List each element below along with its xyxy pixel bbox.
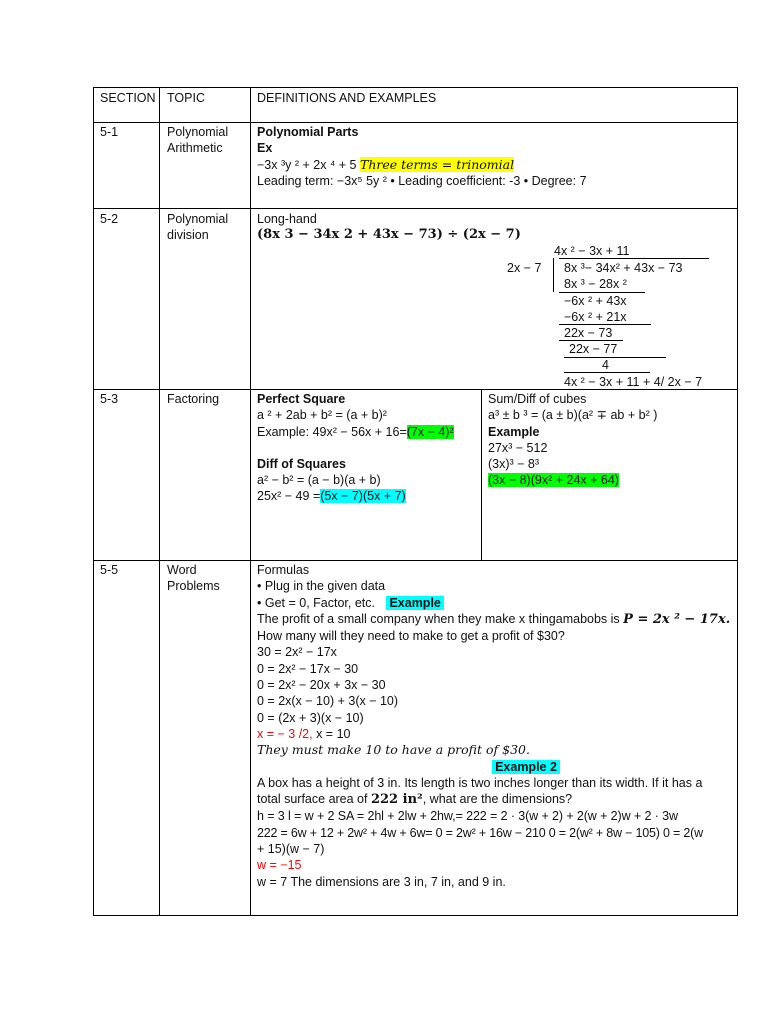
solution-step: 222 = 6w + 12 + 2w² + 4w + 6w= 0 = 2w² + 16w − 210 0 = 2(w² + 8w − 105) 0 = 2(w (257, 825, 703, 840)
row-divider (94, 208, 737, 209)
formulas-label: Formulas (257, 563, 310, 577)
example-1-label: Example (386, 596, 443, 610)
cubes-example-label: Example (488, 424, 540, 439)
ex-label: Ex (257, 141, 273, 156)
diff-of-squares-formula: a² − b² = (a − b)(a + b) (257, 473, 381, 488)
header-definitions: DEFINITIONS AND EXAMPLES (257, 91, 437, 105)
topic-word-problems (167, 562, 220, 595)
topic-line: Arithmetic (167, 141, 223, 156)
problem-2-text: A box has a height of 3 in. Its length is two inches longer than its width. If it has a (257, 775, 703, 790)
solution-step: 0 = (2x + 3)(x − 10) (257, 710, 364, 725)
topic-line: division (167, 228, 209, 243)
quotient: 4x ² − 3x + 11 (554, 244, 630, 258)
profit-formula: P = 2x ² − 17x. (623, 611, 731, 627)
rejected-solution: w = −15 (257, 858, 302, 873)
valid-solution: x = 10 (316, 726, 351, 741)
definitions-5-2 (257, 211, 521, 244)
cubes-example-line: 27x³ − 512 (488, 440, 548, 455)
diff-of-squares-title: Diff of Squares (257, 456, 346, 471)
problem-1-text: The profit of a small company when they make x thingamabobs is (257, 611, 620, 626)
rejected-solution: x = − 3 /2, (257, 726, 313, 741)
column-divider (159, 88, 160, 915)
row-divider (94, 560, 737, 561)
perfect-square-example: Example: 49x² − 56x + 16= (257, 424, 407, 439)
polynomial-expression: −3x ³y ² + 2x ⁴ + 5 (257, 157, 357, 172)
leading-term-info: Leading term: −3x⁵ 5y ² • Leading coefficient: -3 • Degree: 7 (257, 173, 587, 188)
solution-step: h = 3 l = w + 2 SA = 2hl + 2lw + 2hw,= 222 = 2 · 3(w + 2) + 2(w + 2)w + 2 · 3w (257, 809, 678, 824)
cubes-answer: (3x − 8)(9x² + 24x + 64) (488, 473, 619, 488)
remainder: 4 (602, 358, 609, 372)
solution-step: + 15)(w − 7) (257, 842, 325, 857)
solution-step: 0 = 2x(x − 10) + 3(x − 10) (257, 694, 399, 709)
bullet-item: • Get = 0, Factor, etc. (257, 595, 375, 610)
solution-step: 0 = 2x² − 17x − 30 (257, 661, 359, 676)
example-2-label: Example 2 (492, 760, 560, 774)
solution-step: 30 = 2x² − 17x (257, 645, 337, 660)
perfect-square-block (257, 391, 454, 505)
division-step: −6x ² + 43x (564, 294, 627, 308)
sum-diff-cubes-title: Sum/Diff of cubes (488, 392, 587, 406)
surface-area-value: 222 in² (370, 792, 423, 808)
conclusion-2: w = 7 The dimensions are 3 in, 7 in, and 9 in. (257, 874, 506, 889)
sum-diff-cubes-formula: a³ ± b ³ = (a ± b)(a² ∓ ab + b² ) (488, 408, 658, 423)
problem-2-text: total surface area of (257, 792, 368, 807)
subtraction-line (564, 372, 650, 373)
division-result: 4x ² − 3x + 11 + 4/ 2x − 7 (564, 375, 703, 389)
diff-of-squares-example: 25x² − 49 = (257, 489, 321, 504)
division-step: 8x ³ − 28x ² (564, 277, 627, 291)
diff-of-squares-answer: (5x − 7)(5x + 7) (320, 489, 406, 504)
polynomial-parts-title: Polynomial Parts (257, 125, 359, 139)
trinomial-highlight: Three terms = trinomial (360, 156, 515, 172)
cubes-example-line: (3x)³ − 8³ (488, 457, 540, 472)
perfect-square-answer: (7x − 4)² (406, 424, 454, 439)
solution-step: 0 = 2x² − 20x + 3x − 30 (257, 678, 386, 693)
subtraction-line (564, 357, 666, 358)
division-problem: (8x 3 − 34x 2 + 43x − 73) ÷ (2x − 7) (257, 227, 521, 243)
header-section: SECTION (100, 91, 156, 105)
division-step: 22x − 77 (569, 342, 618, 356)
sum-diff-cubes-block (488, 391, 657, 489)
topic-factoring: Factoring (167, 392, 220, 406)
section-5-2: 5-2 (100, 212, 119, 226)
dividend: 8x ³− 34x² + 43x − 73 (564, 261, 683, 275)
division-step: 22x − 73 (564, 326, 613, 340)
problem-1-question: How many will they need to make to get a profit of $30? (257, 629, 565, 644)
section-5-3: 5-3 (100, 392, 119, 406)
word-problems-block (257, 562, 735, 890)
perfect-square-title: Perfect Square (257, 392, 346, 406)
topic-line: Polynomial (167, 125, 229, 139)
problem-2-question: , what are the dimensions? (422, 792, 573, 807)
division-step: −6x ² + 21x (564, 310, 627, 324)
topic-line: Problems (167, 579, 220, 594)
section-5-1: 5-1 (100, 125, 119, 139)
row-divider (94, 122, 737, 123)
definitions-5-1 (257, 124, 587, 189)
conclusion-1: They must make 10 to have a profit of $30. (257, 742, 530, 758)
factoring-split-divider (481, 389, 482, 560)
topic-polynomial-division (167, 211, 228, 244)
bullet-item: • Plug in the given data (257, 579, 386, 594)
division-bar (559, 258, 709, 259)
topic-polynomial-arithmetic (167, 124, 228, 157)
section-5-5: 5-5 (100, 563, 119, 577)
topic-line: Word (167, 563, 197, 577)
divisor: 2x − 7 (507, 261, 542, 275)
perfect-square-formula: a ² + 2ab + b² = (a + b)² (257, 408, 387, 423)
division-bracket (553, 258, 554, 292)
column-divider (250, 88, 251, 915)
header-topic: TOPIC (167, 91, 205, 105)
topic-line: Polynomial (167, 212, 229, 226)
long-hand-title: Long-hand (257, 212, 317, 226)
notes-table (93, 87, 738, 916)
